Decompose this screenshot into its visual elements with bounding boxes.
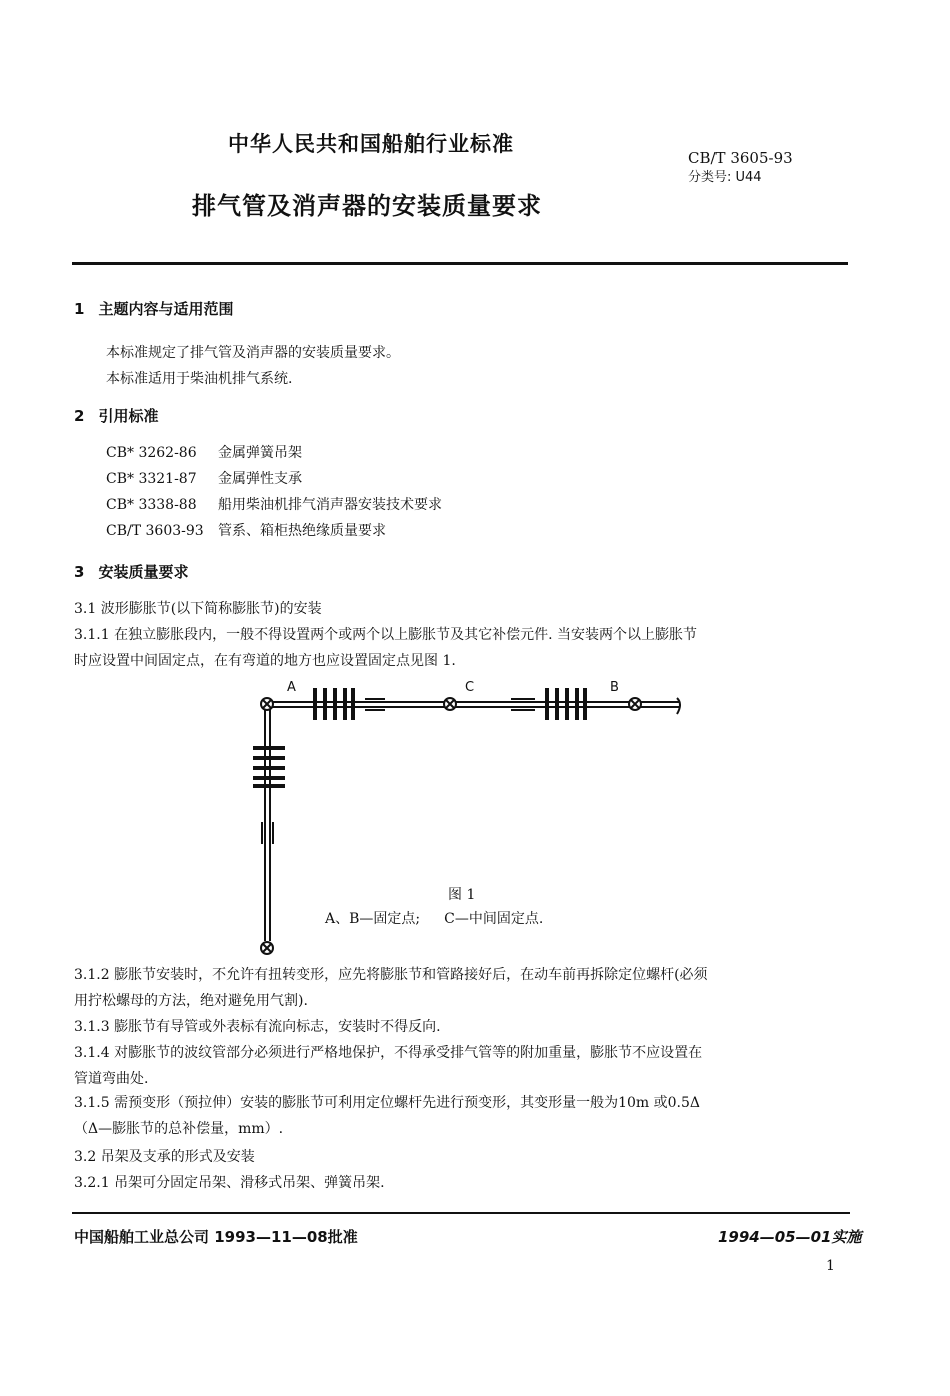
clause-3-1-1-line-2: 时应设置中间固定点，在有弯道的地方也应设置固定点见图 1. (74, 653, 456, 669)
clause-3-1-5-line-1: 3.1.5 需预变形（预拉伸）安装的膨胀节可利用定位螺杆先进行预变形，其变形量一般为10m 或0.5Δ (74, 1095, 700, 1111)
section-2-heading (74, 405, 158, 426)
reference-item (106, 520, 386, 540)
reference-name: 金属弹性支承 (218, 471, 302, 487)
document-title: 排气管及消声器的安装质量要求 (192, 192, 542, 220)
fixed-point-c-marker (444, 698, 456, 710)
clause-3-1: 3.1 波形膨胀节(以下简称膨胀节)的安装 (74, 601, 322, 617)
expansion-joint-1 (315, 688, 353, 720)
reference-code: CB* 3262-86 (106, 445, 197, 461)
reference-code: CB* 3338-88 (106, 497, 197, 513)
reference-name: 船用柴油机排气消声器安装技术要求 (218, 497, 442, 513)
section-2-number: 2 (74, 407, 85, 425)
section-2-title: 引用标准 (98, 407, 159, 425)
reference-item (106, 442, 302, 462)
label-b: B (610, 680, 619, 695)
reference-code: CB/T 3603-93 (106, 523, 204, 539)
reference-item (106, 468, 302, 488)
standard-title: 中华人民共和国船舶行业标准 (228, 132, 514, 156)
section-3-heading (74, 561, 188, 582)
expansion-joint-2 (547, 688, 585, 720)
clause-3-2-1: 3.2.1 吊架可分固定吊架、滑移式吊架、弹簧吊架. (74, 1175, 385, 1191)
legend-intermediate-point: C—中间固定点. (444, 911, 544, 927)
section-3-title: 安装质量要求 (98, 563, 189, 581)
section-3-number: 3 (74, 563, 85, 581)
fixed-point-a-marker (261, 698, 273, 710)
label-a: A (287, 680, 296, 695)
section-1-paragraph-2: 本标准适用于柴油机排气系统. (106, 371, 293, 387)
clause-3-1-2-line-2: 用拧松螺母的方法，绝对避免用气割). (74, 993, 308, 1009)
standard-code: CB/T 3605-93 (688, 149, 793, 167)
section-1-heading (74, 298, 233, 319)
clause-3-1-4-line-1: 3.1.4 对膨胀节的波纹管部分必须进行严格地保护，不得承受排气管等的附加重量，膨胀节不应设置在 (74, 1045, 703, 1061)
bottom-fixed-point-marker (261, 942, 273, 954)
clause-3-1-5-line-2: （Δ—膨胀节的总补偿量，mm）. (74, 1121, 284, 1137)
approval-note: 中国船舶工业总公司 1993—11—08批准 (74, 1228, 358, 1246)
clause-3-1-1-line-1: 3.1.1 在独立膨胀段内，一般不得设置两个或两个以上膨胀节及其它补偿元件. 当安装两个以上膨胀节 (74, 627, 697, 643)
footer-divider (72, 1212, 850, 1214)
clause-3-2: 3.2 吊架及支承的形式及安装 (74, 1149, 255, 1165)
clause-3-1-3: 3.1.3 膨胀节有导管或外表标有流向标志，安装时不得反向. (74, 1019, 441, 1035)
figure-legend (325, 908, 543, 928)
reference-code: CB* 3321-87 (106, 471, 197, 487)
clause-3-1-4-line-2: 管道弯曲处. (74, 1071, 149, 1087)
clause-3-1-2-line-1: 3.1.2 膨胀节安装时，不允许有扭转变形，应先将膨胀节和管路接好后，在动车前再拆除定位螺杆(必须 (74, 967, 708, 983)
section-1-number: 1 (74, 300, 85, 318)
classification-number: 分类号: U44 (688, 170, 762, 185)
guide-sleeve (262, 822, 273, 844)
reference-name: 管系、箱柜热绝缘质量要求 (218, 523, 386, 539)
figure-caption: 图 1 (448, 887, 476, 903)
reference-name: 金属弹簧吊架 (218, 445, 302, 461)
implementation-date: 1994—05—01实施 (718, 1228, 862, 1246)
page-number: 1 (826, 1258, 835, 1274)
fixed-point-b-marker (629, 698, 641, 710)
label-c: C (465, 680, 475, 695)
legend-fixed-points: A、B—固定点; (325, 911, 421, 927)
reference-item (106, 494, 442, 514)
section-1-paragraph-1: 本标准规定了排气管及消声器的安装质量要求。 (106, 345, 400, 361)
section-1-title: 主题内容与适用范围 (98, 300, 234, 318)
header-divider (72, 262, 848, 265)
